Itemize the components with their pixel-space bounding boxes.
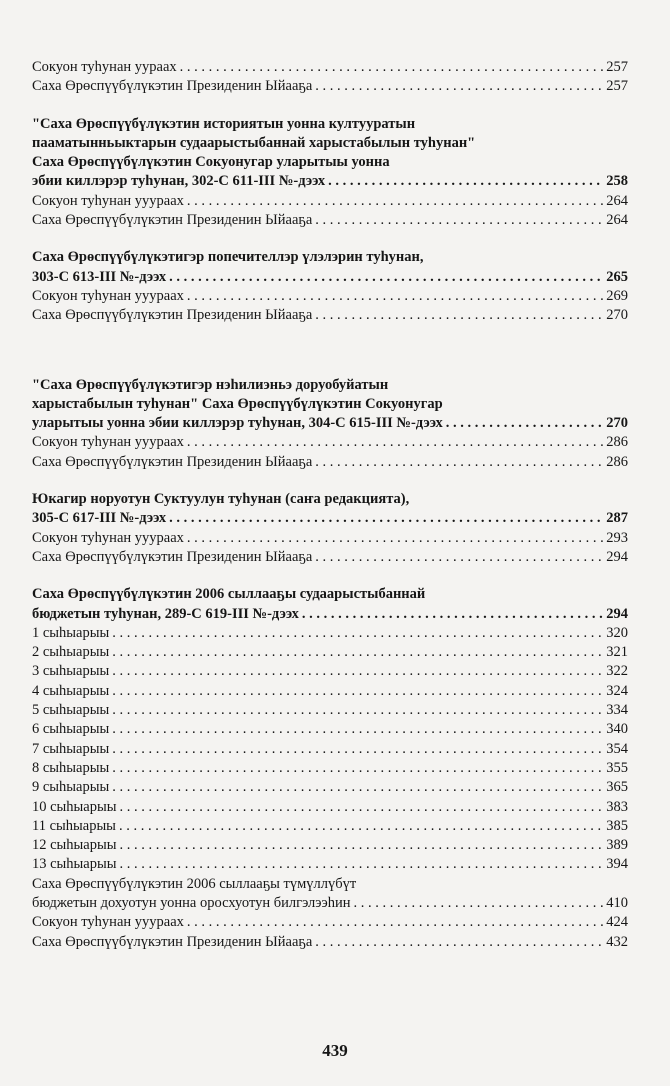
- dot-leader: [169, 509, 603, 528]
- toc-section: [32, 376, 628, 472]
- toc-entry-title: 305-С 617-III №-дээх: [32, 510, 167, 527]
- dot-leader: [315, 211, 603, 230]
- toc-entry: [32, 894, 628, 913]
- toc-entry-title: 3 сыһыарыы: [32, 663, 110, 680]
- dot-leader: [112, 662, 603, 681]
- toc-entry-page: 270: [606, 307, 628, 324]
- dot-leader: [187, 529, 603, 548]
- toc-entry: [32, 376, 628, 395]
- toc-entry-page: 294: [606, 605, 628, 622]
- toc-entry-page: 264: [606, 192, 628, 209]
- dot-leader: [315, 548, 603, 567]
- toc-entry-page: 264: [606, 212, 628, 229]
- toc-entry-page: 257: [606, 59, 628, 75]
- toc-entry: [32, 395, 628, 414]
- toc-entry-page: 389: [606, 837, 628, 854]
- toc-entry-title: 8 сыһыарыы: [32, 759, 110, 776]
- toc-entry-title: 10 сыһыарыы: [32, 798, 117, 815]
- dot-leader: [119, 836, 603, 855]
- toc-entry-page: 355: [606, 759, 628, 776]
- dot-leader: [119, 817, 603, 836]
- dot-leader: [112, 701, 603, 720]
- toc-entry: [32, 248, 628, 267]
- toc-entry-title: эбии киллэрэр туһунан, 302-С 611-III №-дээх: [32, 173, 326, 190]
- toc-entry-page: 354: [606, 740, 628, 757]
- toc-section: [32, 490, 628, 567]
- toc-entry-title: Саха Өрөспүүбүлүкэтигэр попечителлэр үлэлэрин туһунан,: [32, 249, 424, 266]
- dot-leader: [328, 172, 603, 191]
- toc-entry-page: 383: [606, 798, 628, 815]
- dot-leader: [187, 192, 603, 211]
- toc-entry-page: 394: [606, 856, 628, 873]
- toc-entry-title: 1 сыһыарыы: [32, 624, 110, 641]
- toc-entry-title: "Саха Өрөспүүбүлүкэтигэр нэһилиэньэ доруобуйатын: [32, 376, 389, 393]
- toc-entry: [32, 58, 628, 77]
- toc-entry-title: бюджетын дохуотун уонна оросхуотун билгэлээһин: [32, 894, 351, 911]
- toc-section: [32, 585, 628, 952]
- toc-entry: [32, 414, 628, 433]
- toc-entry-page: 265: [606, 268, 628, 285]
- toc-entry: [32, 836, 628, 855]
- dot-leader: [187, 287, 603, 306]
- toc-entry: [32, 306, 628, 325]
- toc-entry-title: "Саха Өрөспүүбүлүкэтин историятын уонна култууратын: [32, 115, 416, 132]
- toc-entry-title: 303-С 613-III №-дээх: [32, 268, 167, 285]
- dot-leader: [112, 740, 603, 759]
- toc-entry: [32, 153, 628, 172]
- toc-entry-title: Сокуон туһунан ууураах: [32, 192, 184, 209]
- toc-entry-title: 4 сыһыарыы: [32, 682, 110, 699]
- toc-entry-title: Саха Өрөспүүбүлүкэтин Сокуонугар уларытыы уонна: [32, 154, 390, 171]
- toc-entry: [32, 115, 628, 134]
- toc-entry-page: 293: [606, 529, 628, 546]
- toc-entry-page: 286: [606, 434, 628, 451]
- toc-entry-page: 286: [606, 453, 628, 470]
- toc-entry-page: 334: [606, 702, 628, 719]
- toc-entry-page: 410: [606, 894, 628, 911]
- toc-entry: [32, 720, 628, 739]
- dot-leader: [187, 913, 603, 932]
- toc-entry-title: Сокуон туһунан уураах: [32, 59, 177, 75]
- toc-entry-page: 257: [606, 78, 628, 95]
- toc-entry-page: 322: [606, 663, 628, 680]
- toc-entry-title: Саха Өрөспүүбүлүкэтин Президенин Ыйааҕа: [32, 933, 313, 950]
- dot-leader: [187, 433, 603, 452]
- toc-section: [32, 248, 628, 325]
- toc-entry: [32, 529, 628, 548]
- toc-entry: [32, 933, 628, 952]
- toc-entry-page: 365: [606, 779, 628, 796]
- toc-entry: [32, 490, 628, 509]
- toc-section: [32, 58, 628, 97]
- toc-entry-page: 258: [606, 173, 628, 190]
- toc-entry-title: Саха Өрөспүүбүлүкэтин 2006 сыллааҕы түмүллүбүт: [32, 875, 357, 892]
- dot-leader: [112, 682, 603, 701]
- toc-entry: [32, 509, 628, 528]
- toc-entry-title: 2 сыһыарыы: [32, 644, 110, 661]
- toc-entry-page: 270: [606, 415, 628, 432]
- toc-entry-title: Саха Өрөспүүбүлүкэтин 2006 сыллааҕы судаарыстыбаннай: [32, 586, 426, 603]
- dot-leader: [446, 414, 604, 433]
- toc-entry: [32, 548, 628, 567]
- toc-entry-title: уларытыы уонна эбии киллэрэр туһунан, 304-С 615-III №-дээх: [32, 415, 443, 432]
- toc-entry-page: 324: [606, 682, 628, 699]
- toc-entry-title: 6 сыһыарыы: [32, 721, 110, 738]
- toc-entry-page: 294: [606, 548, 628, 565]
- dot-leader: [112, 643, 603, 662]
- dot-leader: [180, 58, 604, 77]
- dot-leader: [315, 453, 603, 472]
- dot-leader: [119, 855, 603, 874]
- toc-entry: [32, 759, 628, 778]
- table-of-contents: [32, 58, 628, 952]
- toc-entry: [32, 701, 628, 720]
- toc-entry: [32, 268, 628, 287]
- toc-entry: [32, 453, 628, 472]
- dot-leader: [119, 798, 603, 817]
- toc-entry-title: 13 сыһыарыы: [32, 856, 117, 873]
- dot-leader: [315, 306, 603, 325]
- toc-entry: [32, 134, 628, 153]
- toc-entry-page: 385: [606, 817, 628, 834]
- toc-entry-page: 269: [606, 287, 628, 304]
- toc-entry-title: 11 сыһыарыы: [32, 817, 116, 834]
- dot-leader: [169, 268, 603, 287]
- toc-entry: [32, 585, 628, 604]
- dot-leader: [112, 759, 603, 778]
- toc-section: [32, 115, 628, 231]
- toc-entry: [32, 740, 628, 759]
- toc-entry-title: пааматынньыктарын судаарыстыбаннай харыстабылын туһунан": [32, 134, 476, 151]
- dot-leader: [112, 720, 603, 739]
- toc-entry-title: 5 сыһыарыы: [32, 702, 110, 719]
- toc-entry-title: Сокуон туһунан ууураах: [32, 914, 184, 931]
- toc-entry-title: 12 сыһыарыы: [32, 837, 117, 854]
- toc-entry-title: 9 сыһыарыы: [32, 779, 110, 796]
- toc-entry-title: Саха Өрөспүүбүлүкэтин Президенин Ыйааҕа: [32, 307, 313, 324]
- dot-leader: [315, 933, 603, 952]
- toc-entry-title: Саха Өрөспүүбүлүкэтин Президенин Ыйааҕа: [32, 548, 313, 565]
- toc-entry-page: 320: [606, 624, 628, 641]
- dot-leader: [315, 77, 603, 96]
- toc-entry-title: Сокуон туһунан ууураах: [32, 529, 184, 546]
- toc-entry: [32, 192, 628, 211]
- toc-entry-page: 432: [606, 933, 628, 950]
- toc-entry: [32, 77, 628, 96]
- toc-entry-title: харыстабылын туһунан" Саха Өрөспүүбүлүкэтин Сокуонугар: [32, 395, 443, 412]
- toc-entry: [32, 913, 628, 932]
- toc-entry-page: 287: [606, 510, 628, 527]
- toc-entry: [32, 605, 628, 624]
- toc-entry: [32, 855, 628, 874]
- toc-entry-page: 424: [606, 914, 628, 931]
- toc-entry-title: бюджетын туһунан, 289-С 619-III №-дээх: [32, 605, 299, 622]
- toc-entry-page: 340: [606, 721, 628, 738]
- dot-leader: [302, 605, 603, 624]
- toc-entry: [32, 778, 628, 797]
- toc-entry-title: Саха Өрөспүүбүлүкэтин Президенин Ыйааҕа: [32, 453, 313, 470]
- toc-entry: [32, 211, 628, 230]
- toc-entry: [32, 798, 628, 817]
- toc-entry-title: Юкагир норуотун Суктуулун туһунан (саҥа редакцията),: [32, 491, 410, 508]
- dot-leader: [112, 624, 603, 643]
- toc-entry-title: Саха Өрөспүүбүлүкэтин Президенин Ыйааҕа: [32, 78, 313, 95]
- toc-entry: [32, 875, 628, 894]
- toc-entry: [32, 624, 628, 643]
- toc-entry: [32, 287, 628, 306]
- page-number: 439: [322, 1041, 348, 1060]
- toc-entry: [32, 682, 628, 701]
- toc-entry-title: Саха Өрөспүүбүлүкэтин Президенин Ыйааҕа: [32, 212, 313, 229]
- toc-entry: [32, 172, 628, 191]
- toc-entry: [32, 662, 628, 681]
- toc-entry-title: Сокуон туһунан ууураах: [32, 287, 184, 304]
- toc-entry-title: 7 сыһыарыы: [32, 740, 110, 757]
- dot-leader: [112, 778, 603, 797]
- toc-entry: [32, 433, 628, 452]
- toc-entry-title: Сокуон туһунан ууураах: [32, 434, 184, 451]
- toc-entry-page: 321: [606, 644, 628, 661]
- toc-entry: [32, 643, 628, 662]
- toc-entry: [32, 817, 628, 836]
- dot-leader: [354, 894, 604, 913]
